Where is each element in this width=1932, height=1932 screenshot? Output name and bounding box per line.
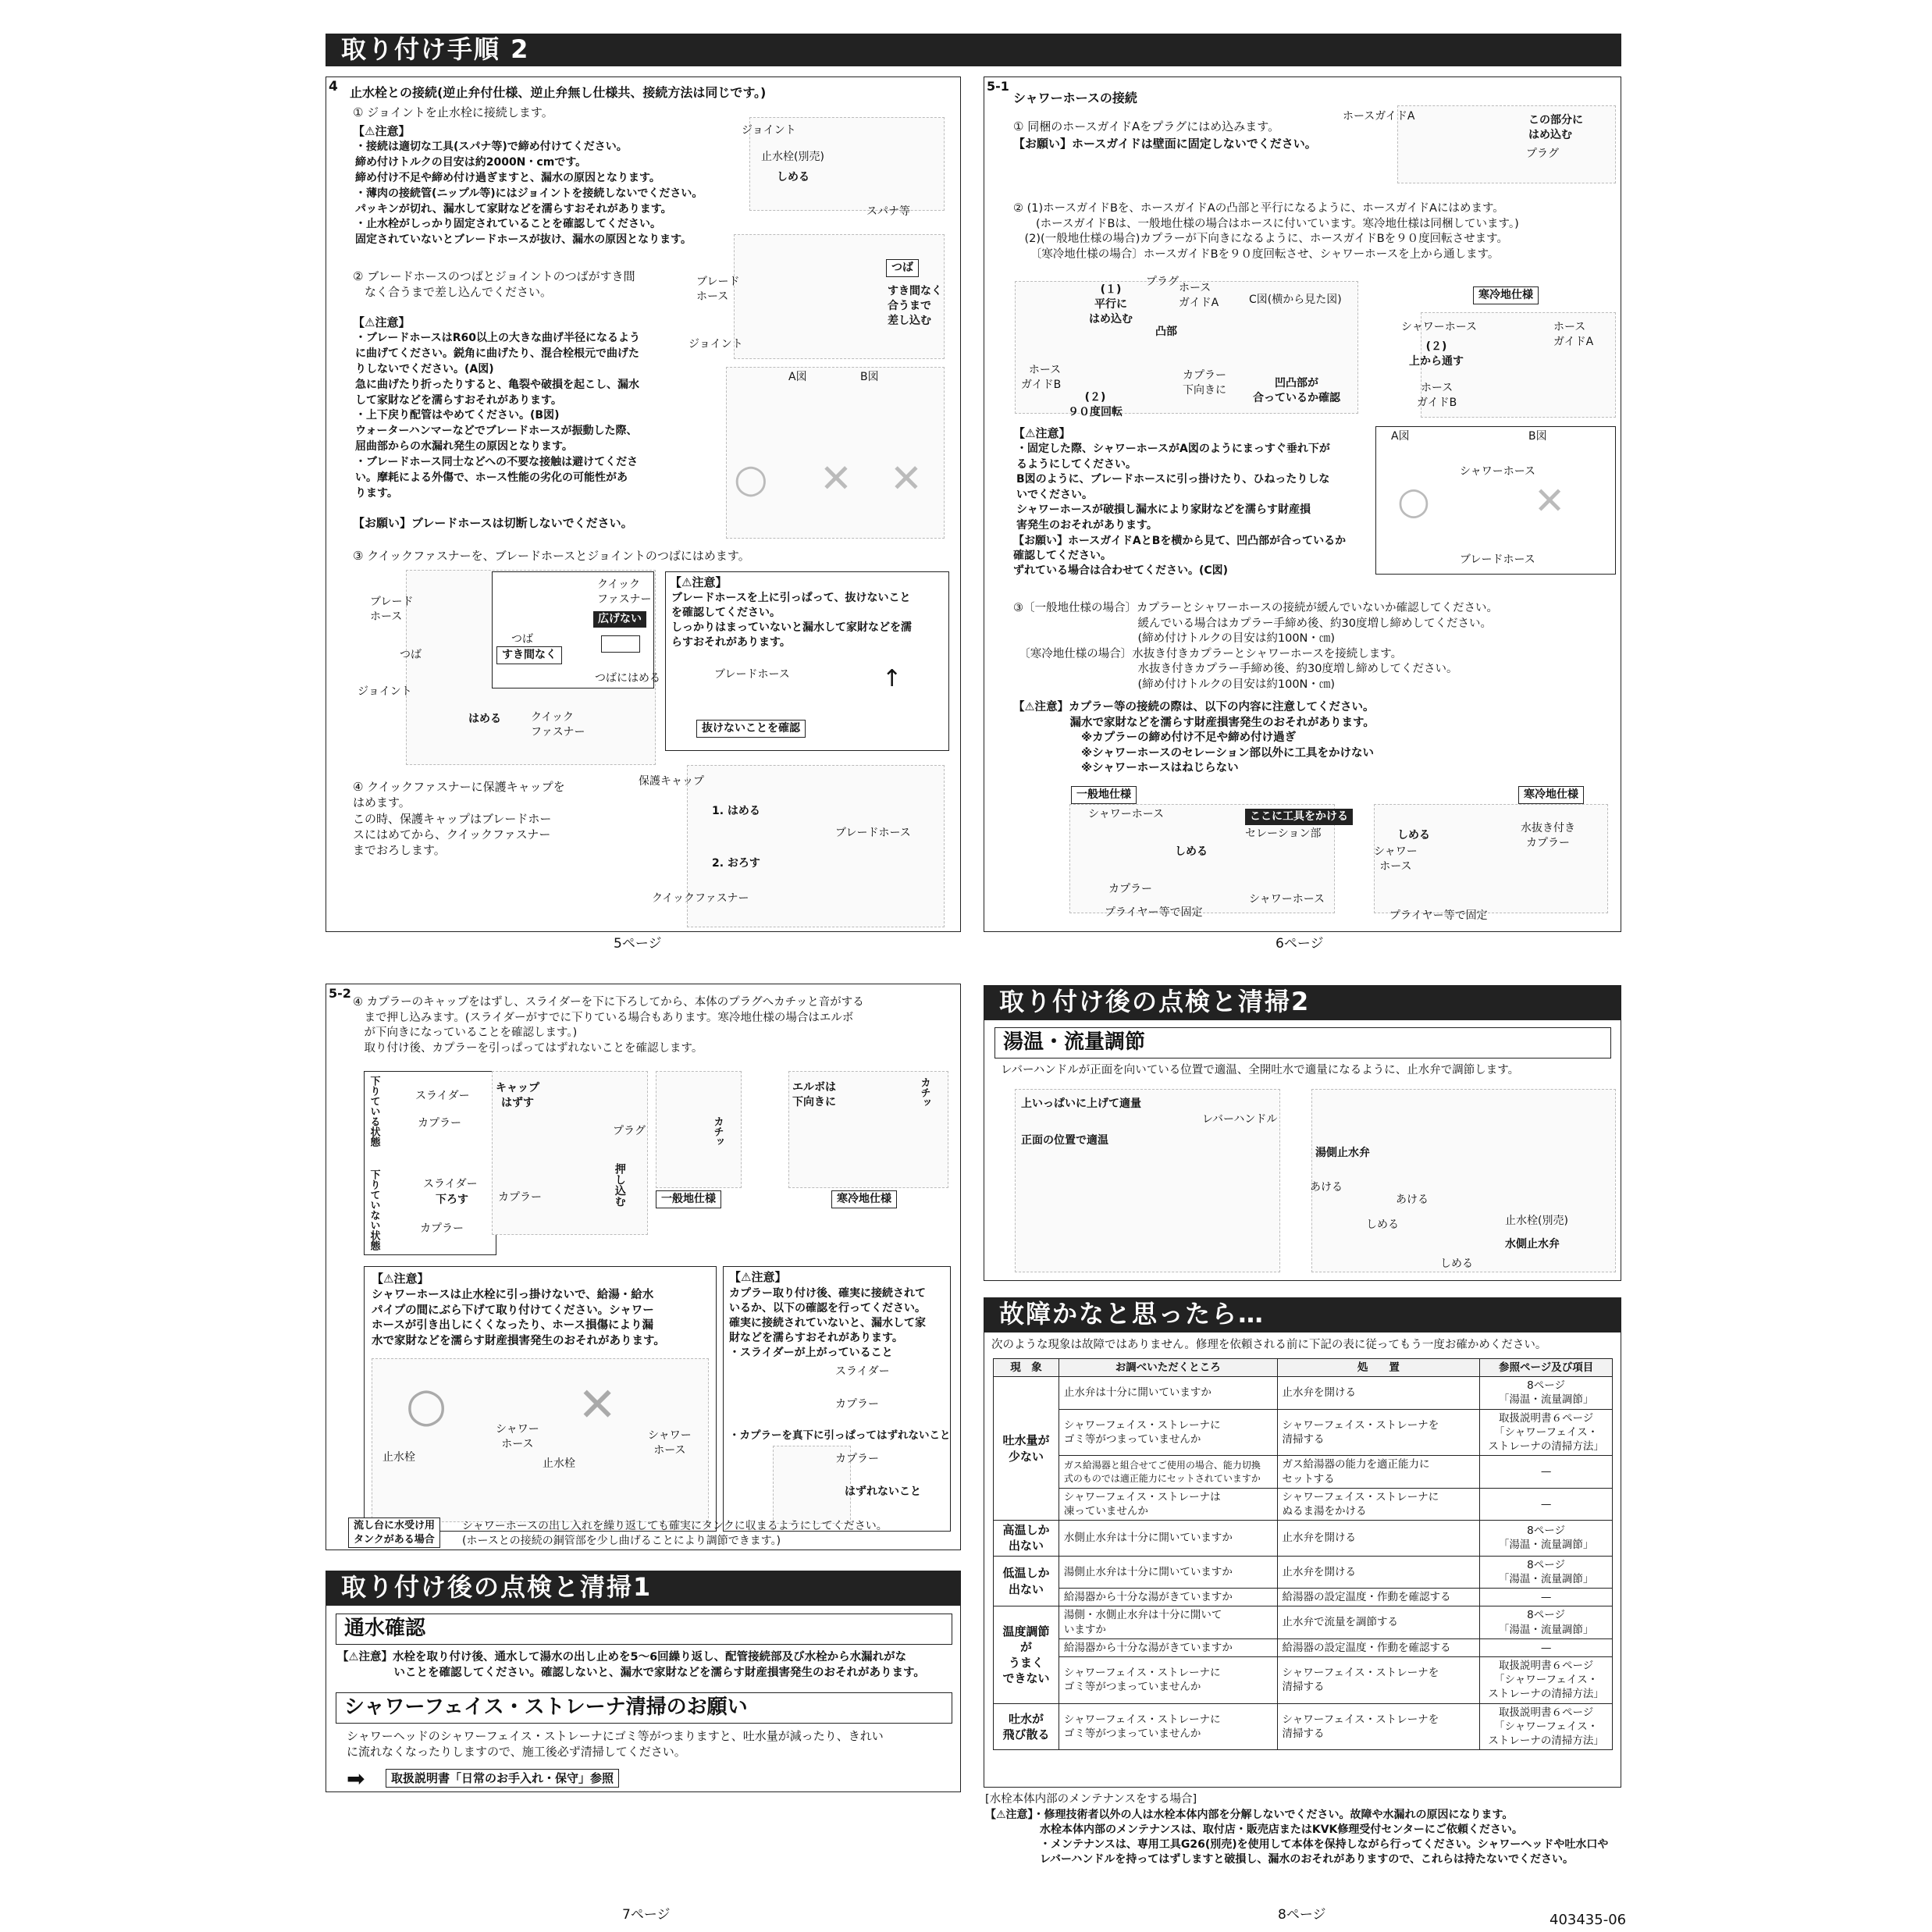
label-front: 正面の位置で適温 <box>1021 1134 1108 1147</box>
section-title-text: 取り付け手順 2 <box>341 34 530 65</box>
table-row <box>994 1456 1613 1488</box>
label-plug-2: プラグ <box>1146 276 1179 288</box>
p6-step-2: ② (1)ホースガイドBを、ホースガイドAの凸部と平行になるように、ホースガイドAにはめます。 (ホースガイドBは、一般地仕様の場合はホースに付いています。寒冷地仕様は同梱しています。) (2)(一般地仕様の場合)カプラーが下向きになるように、ホースガイドBを９０度回転させます。 〔寒冷地仕様の場合〕ホースガイドBを９０度回転させ、シャワーホースを上から通します。 <box>1013 202 1519 261</box>
trouble-action: 止水弁を開ける <box>1277 1521 1480 1557</box>
table-row <box>994 1409 1613 1456</box>
trouble-check: 湯側・水側止水弁は十分に開いて いますか <box>1059 1606 1277 1638</box>
trouble-action: 止水弁を開ける <box>1277 1556 1480 1588</box>
trouble-action: シャワーフェイス・ストレーナを 清掃する <box>1277 1657 1480 1704</box>
trouble-header-0: 現 象 <box>994 1359 1059 1377</box>
label-r-slider: スライダー <box>835 1365 890 1378</box>
sub-water-check-text: 通水確認 <box>344 1617 426 1641</box>
label-coupler-2: カプラー <box>420 1222 464 1235</box>
label-coupler-3: カプラー <box>498 1191 542 1204</box>
label-cap-2: 2. おろす <box>712 857 760 870</box>
p6-heading: シャワーホースの接続 <box>1013 91 1137 105</box>
p6-caution-1-head: 【⚠注意】 <box>1013 426 1071 440</box>
label-match: 凹凸部が 合っているか確認 <box>1253 377 1340 404</box>
label-cap-hose: ブレードホース <box>835 827 911 839</box>
label-tsuba: つば <box>886 259 919 277</box>
ng-mark-6: ✕ <box>1534 479 1566 523</box>
page-number-8: 8ページ <box>1278 1907 1326 1923</box>
trouble-symptom: 吐水量が 少ない <box>994 1377 1059 1521</box>
trouble-check: シャワーフェイス・ストレーナに ゴミ等がつまっていませんか <box>1059 1703 1277 1750</box>
label-r-coupler: カプラー <box>835 1398 879 1411</box>
trouble-symptom: 高温しか 出ない <box>994 1521 1059 1557</box>
water-check-text: 【⚠注意】水栓を取り付け後、通水して湯水の出し止めを5～6回繰り返し、配管接続部及び水栓から水漏れがな いことを確認してください。確認しないと、漏水で家財などを濡らす財産損害発生のおそれがあります。 <box>337 1651 925 1679</box>
hose-guide-a-illustration <box>1397 105 1616 183</box>
label-6-shower-2: シャワーホース <box>1249 893 1325 906</box>
label-coupler-down: カプラー 下向きに <box>1183 369 1226 397</box>
label-stopcock: 止水栓(別売) <box>761 151 824 163</box>
p7-caution-1-body: シャワーホースは止水栓に引っ掛けないで、給湯・給水 パイプの間にぶら下げて取り付けてください。シャワー ホースが引き出しにくくなったり、ホース損傷により漏 水で家財などを濡らす財産損害発生のおそれがあります。 <box>372 1289 665 1347</box>
trouble-action: 給湯器の設定温度・作動を確認する <box>1277 1589 1480 1606</box>
label-serration: セレーション部 <box>1245 827 1322 840</box>
p5-caution-1-head: 【⚠注意】 <box>353 124 411 138</box>
p6-request-1: 【お願い】ホースガイドは壁面に固定しないでください。 <box>1013 137 1317 151</box>
ng-mark-2: ✕ <box>890 456 923 501</box>
trouble-header-2: 処 置 <box>1277 1359 1480 1377</box>
label-q-joint: ジョイント <box>358 685 412 698</box>
label-cold-from: (２) 上から通す <box>1409 340 1464 368</box>
p7-caution-1-head: 【⚠注意】 <box>372 1272 429 1286</box>
label-q-nogap: すき間なく <box>496 646 562 664</box>
label-parallel: (１) 平行に はめ込む <box>1089 283 1133 326</box>
label-6-pliers: プライヤー等で固定 <box>1105 906 1203 919</box>
trouble-action: シャワーフェイス・ストレーナを 清掃する <box>1277 1703 1480 1750</box>
label-gen: 一般地仕様 <box>1071 786 1137 804</box>
label-open-1: あける <box>1310 1181 1343 1194</box>
label-q-tsuba: つば <box>400 649 422 661</box>
trouble-symptom: 温度調節が うまく できない <box>994 1606 1059 1703</box>
label-q-fit: はめる <box>468 713 501 725</box>
temp-flow-text: レバーハンドルが正面を向いている位置で適温、全開吐水で適量になるように、止水弁で調節します。 <box>1001 1064 1520 1076</box>
p6-caution-1-body: ・固定した際、シャワーホースがA図のようにまっすぐ垂れ下が るようにしてください。 B図のように、ブレードホースに引っ掛けたり、ひねったりしな いでください。 シャワーホースが破損し漏水により家財などを濡らす財産損 害発生のおそれがあります。 <box>1016 443 1330 532</box>
section-title-inspect-1 <box>326 1571 961 1605</box>
label-fit-this: この部分に はめ込む <box>1528 114 1583 141</box>
label-stop: 止水栓(別売) <box>1505 1215 1568 1227</box>
label-close-1: しめる <box>1366 1219 1399 1231</box>
table-row <box>994 1377 1613 1409</box>
label-cold-valve: 水側止水弁 <box>1505 1238 1560 1251</box>
section-title-inspect-2-text: 取り付け後の点検と清掃2 <box>999 987 1311 1017</box>
label-guide-b: ホース ガイドB <box>1021 364 1062 391</box>
table-row <box>994 1521 1613 1557</box>
table-row <box>994 1488 1613 1520</box>
trouble-check: 止水弁は十分に開いていますか <box>1059 1377 1277 1409</box>
trouble-symptom: 低温しか 出ない <box>994 1556 1059 1606</box>
trouble-ref: — <box>1480 1456 1613 1488</box>
label-shower-b: シャワー ホース <box>648 1429 692 1457</box>
label-stop-a: 止水栓 <box>382 1451 415 1464</box>
label-q-fastener: クイック ファスナー <box>531 711 585 738</box>
p5-step-1: ① ジョイントを止水栓に接続します。 <box>353 105 553 119</box>
page-number-7: 7ページ <box>622 1907 671 1923</box>
label-rotate: (２) ９０度回転 <box>1068 391 1123 418</box>
sub-strainer-text: シャワーフェイス・ストレーナ清掃のお願い <box>344 1695 748 1720</box>
label-up: 上いっぱいに上げて適量 <box>1021 1098 1141 1110</box>
label-cold-2: 寒冷地仕様 <box>1518 786 1584 804</box>
label-drain-coupler: 水抜き付き カプラー <box>1521 822 1575 849</box>
trouble-check: シャワーフェイス・ストレーナは 凍っていませんか <box>1059 1488 1277 1520</box>
label-joint-2: ジョイント <box>688 338 743 350</box>
label-guide-a: ホースガイドA <box>1343 110 1415 123</box>
sub-water-check <box>336 1614 952 1645</box>
label-6-pliers-2: プライヤー等で固定 <box>1389 909 1488 922</box>
section-title-install-2 <box>326 34 1621 66</box>
label-cap: 保護キャップ <box>639 775 704 788</box>
label-pull-hose: ブレードホース <box>714 668 790 681</box>
label-lever: レバーハンドル <box>1202 1113 1278 1126</box>
trouble-ref: 8ページ 「湯温・流量調節」 <box>1480 1377 1613 1409</box>
label-spanner: スパナ等 <box>866 205 910 218</box>
label-plug: プラグ <box>1526 148 1559 160</box>
trouble-symptom: 吐水が 飛び散る <box>994 1703 1059 1750</box>
trouble-table <box>993 1358 1613 1750</box>
label-6-tighten: しめる <box>1175 845 1208 858</box>
p5-heading: 止水栓との接続(逆止弁付仕様、逆止弁無し仕様共、接続方法は同じです。) <box>350 85 767 100</box>
label-shower-a: シャワー ホース <box>496 1423 539 1450</box>
trouble-check: 水側止水弁は十分に開いていますか <box>1059 1521 1277 1557</box>
ref-arrow-icon: ➡ <box>347 1766 365 1791</box>
trouble-ref: 取扱説明書６ページ 「シャワーフェイス・ ストレーナの清掃方法」 <box>1480 1703 1613 1750</box>
maint-body: 【⚠注意】・修理技術者以外の人は水栓本体内部を分解しないでください。故障や水漏れの原因になります。 水栓本体内部のメンテナンスは、取付店・販売店またはKVK修理受付センターにご依頼ください。 ・メンテナンスは、専用工具G26(別売)を使用して本体を保持しながら行ってください。シャワーヘッドや吐水口や レバーハンドルを持ってはずしますと破損し、漏水のおそれがありますので、これらは持たないでください。 <box>985 1809 1609 1866</box>
label-6-shower-3: シャワー ホース <box>1374 845 1418 873</box>
table-row <box>994 1657 1613 1704</box>
label-cap-off: キャップ はずす <box>496 1082 539 1109</box>
label-r-coupler-2: カプラー <box>835 1453 879 1465</box>
label-7-gen: 一般地仕様 <box>656 1190 721 1208</box>
table-row <box>994 1556 1613 1588</box>
p7-caution-2-body: カプラー取り付け後、確実に接続されて いるか、以下の確認を行ってください。 確実に接続されていないと、漏水して家 財などを濡らすおそれがあります。 ・スライダーが上がっていること <box>729 1287 926 1359</box>
label-slider: スライダー <box>415 1090 470 1102</box>
label-close-2: しめる <box>1440 1258 1473 1270</box>
trouble-check: ガス給湯器と組合せてご使用の場合、能力切換 式のものでは適正能力にセットされていますか <box>1059 1456 1277 1488</box>
label-down: 下りている状態 <box>368 1076 380 1147</box>
ref-manual: 取扱説明書「日常のお手入れ・保守」参照 <box>386 1769 619 1788</box>
label-click-2: カチッ <box>918 1077 930 1108</box>
p5-step-2: ② ブレードホースのつばとジョイントのつばがすき間 なく合うまで差し込んでください。 <box>353 269 635 300</box>
label-push: 押し込む <box>613 1163 626 1207</box>
maint-head: [水栓本体内部のメンテナンスをする場合] <box>985 1793 1197 1806</box>
label-7-plug: プラグ <box>613 1125 646 1137</box>
fastener-icon <box>601 635 640 653</box>
trouble-check: シャワーフェイス・ストレーナに ゴミ等がつまっていませんか <box>1059 1409 1277 1456</box>
label-6-fig-b: B図 <box>1528 430 1547 443</box>
label-q-braided: ブレード ホース <box>370 596 414 623</box>
trouble-header-3: 参照ページ及び項目 <box>1480 1359 1613 1377</box>
table-row <box>994 1638 1613 1656</box>
trouble-action: 止水弁を開ける <box>1277 1377 1480 1409</box>
ng-mark: ✕ <box>820 456 852 501</box>
sub-temp-flow-text: 湯温・流量調節 <box>1003 1030 1146 1055</box>
doc-number: 403435-06 <box>1550 1912 1627 1928</box>
trouble-check: シャワーフェイス・ストレーナに ゴミ等がつまっていませんか <box>1059 1657 1277 1704</box>
label-6-shower: シャワーホース <box>1460 465 1536 478</box>
label-cold: 寒冷地仕様 <box>1473 286 1539 304</box>
label-lower: 下ろす <box>436 1194 468 1206</box>
p6-step-1: ① 同梱のホースガイドAをプラグにはめ込みます。 <box>1013 119 1280 133</box>
sub-strainer <box>336 1692 952 1724</box>
ng-mark-7: ✕ <box>578 1378 617 1432</box>
label-braided: ブレード ホース <box>696 276 740 303</box>
label-open-2: あける <box>1396 1194 1429 1206</box>
tank-text: シャワーホースの出し入れを繰り返しても確実にタンクに収まるようにしてください。 (ホースとの接続の銅管部を少し曲げることにより調節できます。) <box>462 1520 888 1547</box>
ok-mark-6: ○ <box>1397 479 1430 523</box>
label-q-fittsuba: つばにはめる <box>595 672 660 685</box>
trouble-ref: — <box>1480 1589 1613 1606</box>
p5-step-3: ③ クイックファスナーを、ブレードホースとジョイントのつばにはめます。 <box>353 549 750 563</box>
label-slider-2: スライダー <box>423 1178 478 1190</box>
label-cold-guide-b: ホース ガイドB <box>1417 382 1457 409</box>
table-row <box>994 1703 1613 1750</box>
p6-request-2: 【お願い】ホースガイドAとBを横から見て、凹凸部が合っているか 確認してください。 ずれている場合は合わせてください。(C図) <box>1013 535 1347 577</box>
label-click-1: カチッ <box>711 1116 724 1147</box>
label-fig-c: C図(横から見た図) <box>1249 294 1342 306</box>
p7-caution-2-head: 【⚠注意】 <box>729 1270 787 1284</box>
p7-caution-2-b: ・カプラーを真下に引っぱってはずれないこと <box>729 1429 951 1442</box>
p5-caution-2-head: 【⚠注意】 <box>353 315 411 329</box>
label-convex: 凸部 <box>1155 326 1177 338</box>
step-tag-4: 4 <box>329 79 338 94</box>
p5-caution-2-body: ・ブレードホースはR60以上の大きな曲げ半径になるよう に曲げてください。鋭角に曲げたり、混合栓根元で曲げた りしないでください。(A図) 急に曲げたり折ったりすると、亀裂や破損を起こし、漏水 して家財などを濡らすおそれがあります。 ・上下戻り配管はやめてください。(B図) ウォーターハンマーなどでブレードホースが振動した際、 屈曲部からの水漏れ発生の原因となります。 ・ブレードホース同士などへの不要な接触は避けてくださ い。摩耗による外傷で、ホース性能の劣化の可能性があ ります。 <box>355 332 641 500</box>
trouble-ref: 8ページ 「湯温・流量調節」 <box>1480 1606 1613 1638</box>
label-notdown: 下りていない状態 <box>368 1169 380 1251</box>
label-hot: 湯側止水弁 <box>1315 1147 1370 1159</box>
label-6-coupler: カプラー <box>1108 883 1152 895</box>
p5-caution-3-head: 【⚠注意】 <box>670 575 728 589</box>
label-cap-1: 1. はめる <box>712 805 760 817</box>
label-guide-a-2: ホース ガイドA <box>1179 282 1219 309</box>
trouble-check: 給湯器から十分な湯がきていますか <box>1059 1589 1277 1606</box>
label-tool-here: ここに工具をかける <box>1245 809 1353 825</box>
label-tighten: しめる <box>777 171 809 183</box>
trouble-check: 湯側止水弁は十分に開いていますか <box>1059 1556 1277 1588</box>
label-fig-a: A図 <box>788 371 807 383</box>
trouble-action: 給湯器の設定温度・作動を確認する <box>1277 1638 1480 1656</box>
tank-badge: 流し台に水受け用 タンクがある場合 <box>348 1517 440 1548</box>
p5-step-4: ④ クイックファスナーに保護キャップを はめます。 この時、保護キャップはブレードホー スにはめてから、クイックファスナー までおろします。 <box>353 780 565 857</box>
p5-caution-1-body: ・接続は適切な工具(スパナ等)で締め付けてください。 締め付けトルクの目安は約2000N・cmです。 締め付け不足や締め付け過ぎますと、漏水の原因となります。 ・薄肉の接続管(ニップル等)にはジョイントを接続しないでください。 パッキンが切れ、漏水して家財などを濡らすおそれがあります。 ・止水栓がしっかり固定されていることを確認してください。 固定されていないとブレードホースが抜け、漏水の原因となります。 <box>355 141 703 247</box>
section-title-trouble <box>984 1297 1621 1332</box>
label-7-cold: 寒冷地仕様 <box>831 1190 897 1208</box>
trouble-ref: — <box>1480 1488 1613 1520</box>
section-title-inspect-2 <box>984 985 1621 1019</box>
label-cold-shower: シャワーホース <box>1401 321 1478 333</box>
label-cold-guide-a: ホース ガイドA <box>1553 321 1594 348</box>
ok-mark-7: ○ <box>406 1378 447 1432</box>
valve-illustration <box>1311 1089 1616 1272</box>
label-joint: ジョイント <box>742 124 796 137</box>
strainer-text: シャワーヘッドのシャワーフェイス・ストレーナにゴミ等がつまりますと、吐水量が減ったり、きれい に流れなくなったりしますので、施工後必ず清掃してください。 <box>347 1729 884 1759</box>
label-6-tighten-2: しめる <box>1397 829 1430 841</box>
page-number-6: 6ページ <box>1276 936 1324 952</box>
label-gen-shower: シャワーホース <box>1088 808 1165 820</box>
trouble-ref: 取扱説明書６ページ 「シャワーフェイス・ ストレーナの清掃方法」 <box>1480 1409 1613 1456</box>
label-q-tsuba-2: つば <box>511 633 533 646</box>
table-row <box>994 1589 1613 1606</box>
label-6-braided: ブレードホース <box>1460 553 1535 566</box>
label-cap-fastener: クイックファスナー <box>652 892 749 905</box>
trouble-check: 給湯器から十分な湯がきていますか <box>1059 1638 1277 1656</box>
label-nogap: すき間なく 合うまで 差し込む <box>888 285 942 327</box>
section-title-inspect-1-text: 取り付け後の点検と清掃1 <box>341 1572 653 1603</box>
trouble-ref: 取扱説明書６ページ 「シャワーフェイス・ ストレーナの清掃方法」 <box>1480 1657 1613 1704</box>
label-6-fig-a: A図 <box>1391 430 1410 443</box>
trouble-action: シャワーフェイス・ストレーナに ぬるま湯をかける <box>1277 1488 1480 1520</box>
label-fig-b: B図 <box>860 371 879 383</box>
page-number-5: 5ページ <box>614 936 662 952</box>
ok-mark: ○ <box>734 456 768 501</box>
label-r-nodetach: はずれないこと <box>845 1485 921 1498</box>
label-pull-confirm: 抜けないことを確認 <box>696 720 806 738</box>
trouble-action: 止水弁で流量を調節する <box>1277 1606 1480 1638</box>
p5-request-1: 【お願い】ブレードホースは切断しないでください。 <box>353 516 633 530</box>
label-elbow: エルボは 下向きに <box>792 1081 836 1108</box>
step-tag-5-1: 5-1 <box>987 79 1009 94</box>
p6-caution-2: 【⚠注意】カプラー等の接続の際は、以下の内容に注意してください。 漏水で家財などを濡らす財産損害発生のおそれがあります。 ※カプラーの締め付け不足や締め付け過ぎ ※シャワーホースのセレーション部以外に工具をかけない ※シャワーホースはねじらない <box>1013 701 1375 775</box>
label-coupler: カプラー <box>418 1117 461 1130</box>
table-row <box>994 1606 1613 1638</box>
trouble-intro: 次のような現象は故障ではありません。修理を依頼される前に下記の表に従ってもう一度お確かめください。 <box>991 1339 1547 1351</box>
label-q-fastener-2: クイック ファスナー <box>597 578 652 606</box>
general-coupler-illustration <box>656 1071 742 1188</box>
trouble-action: シャワーフェイス・ストレーナを 清掃する <box>1277 1409 1480 1456</box>
trouble-ref: 8ページ 「湯温・流量調節」 <box>1480 1556 1613 1588</box>
label-q-nowiden: 広げない <box>593 611 646 628</box>
trouble-ref: — <box>1480 1638 1613 1656</box>
trouble-action: ガス給湯器の能力を適正能力に セットする <box>1277 1456 1480 1488</box>
pull-arrow-icon: ↑ <box>882 665 902 692</box>
p7-step-4: ④ カプラーのキャップをはずし、スライダーを下に下ろしてから、本体のプラグへカチッと音がする まで押し込みます。(スライダーがすでに下りている場合もあります。寒冷地仕様の場合はエルボ が下向きになっていることを確認します。) 取り付け後、カプラーを引っぱってはずれないことを確認します。 <box>353 996 864 1055</box>
p5-caution-3-body: ブレードホースを上に引っぱって、抜けないこと を確認してください。 しっかりはまっていないと漏水して家財などを濡 らすおそれがあります。 <box>671 592 912 649</box>
sub-temp-flow <box>994 1027 1611 1059</box>
step-tag-5-2: 5-2 <box>329 986 351 1001</box>
trouble-ref: 8ページ 「湯温・流量調節」 <box>1480 1521 1613 1557</box>
trouble-header-1: お調べいただくところ <box>1059 1359 1277 1377</box>
p6-step-3: ③〔一般地仕様の場合〕カプラーとシャワーホースの接続が緩んでいないか確認してください。 緩んでいる場合はカプラー手締め後、約30度増し締めしてください。 (締め付けトルクの目安は約100N・㎝) 〔寒冷地仕様の場合〕水抜き付きカプラーとシャワーホースを接続します。 水抜き付きカプラー手締め後、約30度増し締めしてください。 (締め付けトルクの目安は約100N・㎝) <box>1013 602 1498 691</box>
section-title-trouble-text: 故障かなと思ったら… <box>999 1299 1265 1329</box>
label-stop-b: 止水栓 <box>543 1457 575 1470</box>
